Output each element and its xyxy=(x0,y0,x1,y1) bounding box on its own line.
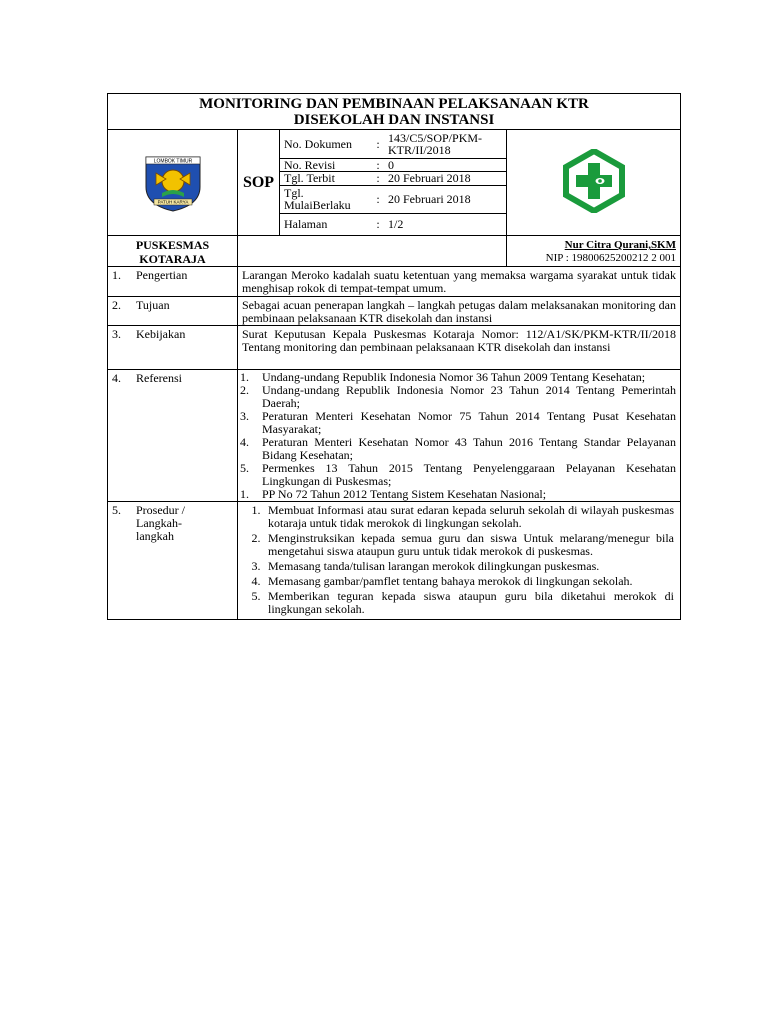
title-line-2: DISEKOLAH DAN INSTANSI xyxy=(293,112,495,128)
meta-key: Halaman xyxy=(284,216,328,231)
meta-row-halaman xyxy=(280,213,506,234)
procedure-step: 3. Memasang tanda/tulisan larangan merokok dilingkungan puskesmas. xyxy=(251,559,600,573)
section-text: Surat Keputusan Kepala Puskesmas Kotaraja Nomor: 112/A1/SK/PKM-KTR/II/2018 Tentang monitoring dan pembinaan pelaksanaan KTR disekolah dan instansi xyxy=(238,326,681,370)
signer-name: Nur Citra Qurani,SKM xyxy=(564,239,676,251)
signer-nip: NIP : 19800625200212 2 001 xyxy=(545,252,676,264)
procedure-list xyxy=(238,502,681,620)
health-logo-cell xyxy=(507,130,681,236)
procedure-step: 4. Memasang gambar/pamflet tentang bahaya merokok di lingkungan sekolah. xyxy=(251,574,633,588)
section-kebijakan xyxy=(108,326,681,370)
meta-sep: : xyxy=(372,171,384,185)
procedure-step: 5. Memberikan teguran kepada siswa ataupun guru bila diketahui merokok di lingkungan sekolah. xyxy=(251,589,674,616)
puskesmas-logo-icon xyxy=(562,149,626,213)
section-label-cell xyxy=(108,502,238,620)
section-referensi xyxy=(108,370,681,502)
section-label-cell xyxy=(108,326,238,370)
sop-table xyxy=(107,93,681,620)
meta-key: Tgl. Terbit xyxy=(280,171,372,185)
section-text: Sebagai acuan penerapan langkah – langkah petugas dalam melaksanakan monitoring dan pembinaan pelaksanaan KTR disekolah dan instansi xyxy=(238,297,681,326)
meta-sep: : xyxy=(372,185,384,213)
reference-item: 3. Peraturan Menteri Kesehatan Nomor 75 Tahun 2014 Tentang Pusat Kesehatan Masyarakat; xyxy=(240,409,676,436)
section-label: Referensi xyxy=(136,371,182,385)
document-meta xyxy=(280,130,507,236)
section-tujuan xyxy=(108,297,681,326)
org-line-1: PUSKESMAS xyxy=(135,238,210,252)
meta-value: 143/C5/SOP/PKM-KTR/II/2018 xyxy=(384,130,506,158)
meta-value: 20 Februari 2018 xyxy=(384,171,506,185)
section-label: Prosedur / Langkah-langkah xyxy=(136,503,185,543)
reference-list xyxy=(238,370,681,502)
procedure-step: 2. Menginstruksikan kepada semua guru dan siswa Untuk melarang/menegur bila mengetahui siswa ataupun guru untuk tidak merokok di puskesmas. xyxy=(251,531,674,558)
meta-key: No. Dokumen xyxy=(280,130,372,158)
meta-key: Tgl. MulaiBerlaku xyxy=(280,185,372,213)
sop-document xyxy=(107,93,680,620)
org-line-2: KOTARAJA xyxy=(139,252,206,266)
reference-item: 4. Peraturan Menteri Kesehatan Nomor 43 Tahun 2016 Tentang Standar Pelayanan Bidang Kesehatan; xyxy=(240,435,676,462)
meta-row-tgl-terbit xyxy=(280,171,506,185)
regional-logo-text-top: LOMBOK TIMUR xyxy=(153,158,192,165)
section-number: 5. xyxy=(112,503,121,517)
section-label-cell xyxy=(108,267,238,297)
section-pengertian xyxy=(108,267,681,297)
section-number: 1. xyxy=(112,268,121,282)
meta-sep: : xyxy=(376,216,380,231)
meta-row-no-dokumen xyxy=(280,130,506,158)
document-title xyxy=(108,94,681,130)
meta-value: 0 xyxy=(384,158,506,171)
regional-logo-text-bottom: PATUH KARYA xyxy=(157,199,188,205)
section-number: 3. xyxy=(112,327,121,341)
section-prosedur xyxy=(108,502,681,620)
section-label-cell xyxy=(108,370,238,502)
meta-row-no-revisi xyxy=(280,158,506,171)
section-label: Kebijakan xyxy=(136,327,186,341)
meta-key: No. Revisi xyxy=(280,158,372,171)
meta-value: 20 Februari 2018 xyxy=(384,185,506,213)
reference-item: 2. Undang-undang Republik Indonesia Nomor 23 Tahun 2014 Tentang Pemerintah Daerah; xyxy=(240,383,676,410)
meta-row-tgl-mulai xyxy=(280,185,506,213)
reference-item: 1. PP No 72 Tahun 2012 Tentang Sistem Kesehatan Nasional; xyxy=(240,487,547,501)
section-label-cell xyxy=(108,297,238,326)
regional-emblem-icon xyxy=(142,153,204,213)
blank-cell xyxy=(238,236,507,267)
section-label: Pengertian xyxy=(136,268,188,282)
title-line-1: MONITORING DAN PEMBINAAN PELAKSANAAN KTR xyxy=(199,96,589,112)
regional-logo-cell xyxy=(108,130,238,236)
reference-item: 1. Undang-undang Republik Indonesia Nomor 36 Tahun 2009 Tentang Kesehatan; xyxy=(240,370,646,384)
section-number: 2. xyxy=(112,298,121,312)
reference-item: 5. Permenkes 13 Tahun 2015 Tentang Penyelenggaraan Pelayanan Kesehatan Lingkungan di Puskesmas; xyxy=(240,461,676,488)
procedure-step: 1. Membuat Informasi atau surat edaran kepada seluruh sekolah di wilayah puskesmas kotaraja untuk tidak merokok di lingkungan sekolah. xyxy=(251,503,674,530)
section-number: 4. xyxy=(112,371,121,385)
organization-name xyxy=(108,236,238,267)
signature-block xyxy=(507,236,681,267)
section-label: Tujuan xyxy=(136,298,170,312)
section-text: Larangan Meroko kadalah suatu ketentuan yang memaksa wargama syarakat untuk tidak menghisap rokok di tempat-tempat umum. xyxy=(238,267,681,297)
meta-sep: : xyxy=(372,130,384,158)
meta-sep: : xyxy=(372,158,384,171)
sop-label: SOP xyxy=(238,130,280,236)
meta-value: 1/2 xyxy=(388,216,404,231)
